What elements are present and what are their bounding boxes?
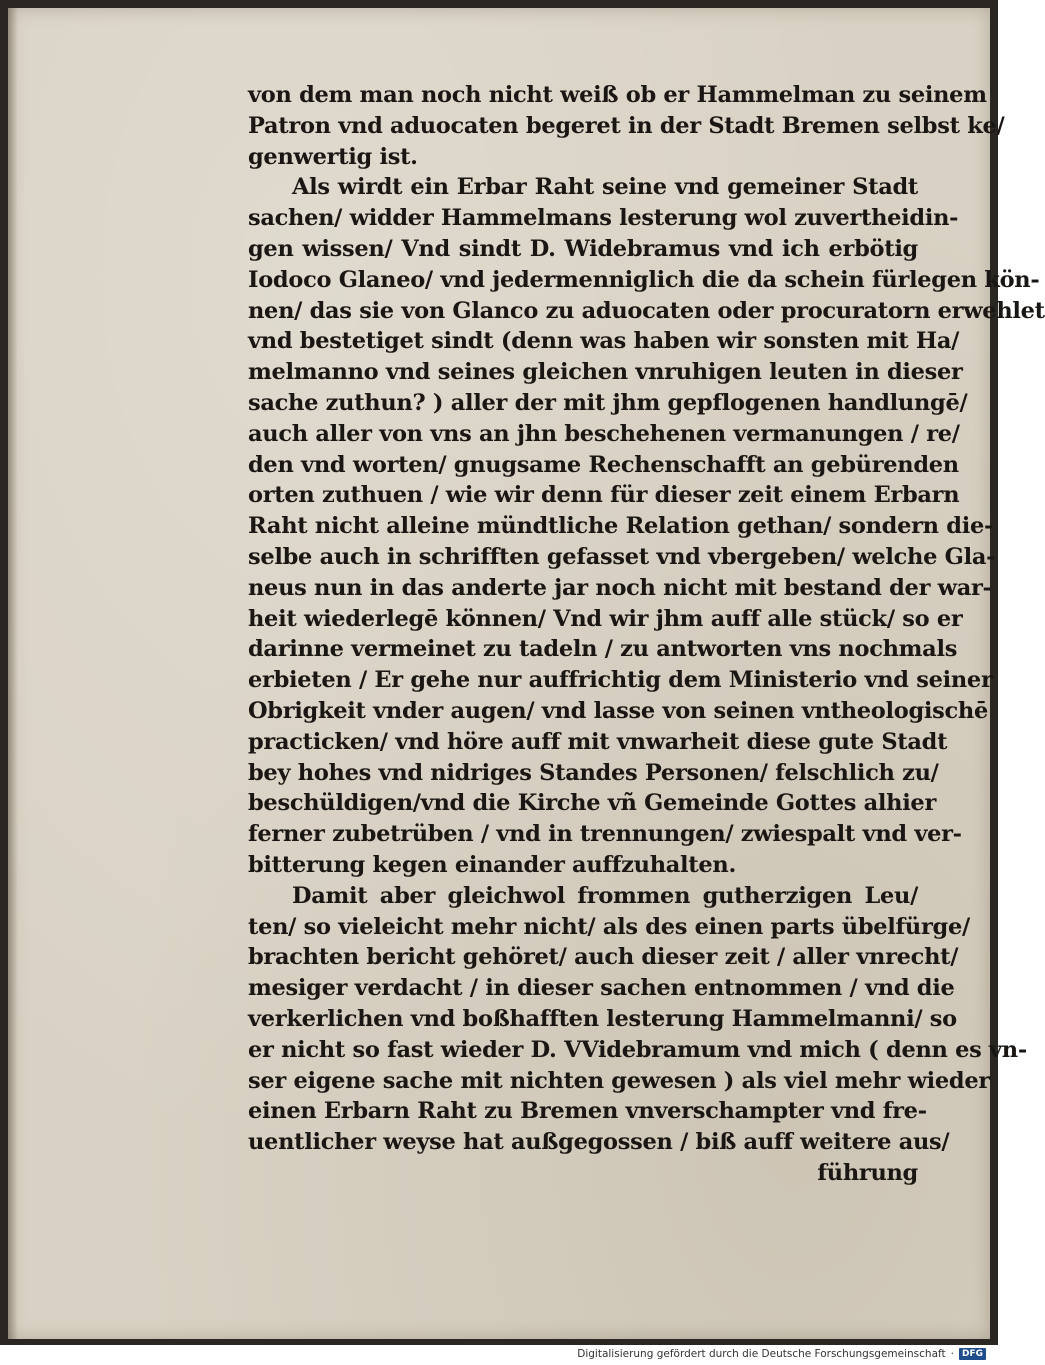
separator-dot: · bbox=[950, 1348, 954, 1360]
dfg-logo-icon[interactable]: DFG bbox=[959, 1348, 986, 1360]
scanned-page bbox=[8, 8, 1045, 1339]
text-line: sache zuthun? ) aller der mit jhm gepflogenen handlungē/ bbox=[248, 389, 968, 416]
text-line: verkerlichen vnd boßhafften lesterung Hammelmanni/ so bbox=[248, 1005, 957, 1032]
catchword: führung bbox=[817, 1159, 918, 1186]
text-line: Patron vnd aduocaten begeret in der Stadt Bremen selbst ke/ bbox=[248, 112, 1005, 139]
text-line: bitterung kegen einander auffzuhalten. bbox=[248, 851, 736, 878]
text-line: den vnd worten/ gnugsame Rechenschafft an gebürenden bbox=[248, 451, 959, 478]
text-line: uentlicher weyse hat außgegossen / biß auff weitere aus/ bbox=[248, 1129, 950, 1156]
text-line: ser eigene sache mit nichten gewesen ) als viel mehr wieder bbox=[248, 1067, 990, 1094]
text-line: brachten bericht gehöret/ auch dieser zeit / aller vnrecht/ bbox=[248, 944, 959, 971]
text-line: erbieten / Er gehe nur auffrichtig dem Ministerio vnd seiner bbox=[248, 667, 993, 694]
page-text-block bbox=[248, 80, 1045, 1189]
text-line: Iodoco Glaneo/ vnd jedermenniglich die da schein fürlegen kön- bbox=[248, 266, 1040, 293]
funding-footer bbox=[577, 1347, 986, 1361]
text-line: genwertig ist. bbox=[248, 143, 418, 170]
text-line: selbe auch in schrifften gefasset vnd vbergeben/ welche Gla- bbox=[248, 543, 996, 570]
page-binding-shadow bbox=[8, 8, 18, 1339]
text-line: von dem man noch nicht weiß ob er Hammelman zu seinem bbox=[248, 82, 987, 108]
text-line: Obrigkeit vnder augen/ vnd lasse von seinen vntheologischē bbox=[248, 697, 988, 724]
text-line: heit wiederlegē können/ Vnd wir jhm auff alle stück/ so er bbox=[248, 605, 963, 632]
text-line: auch aller von vns an jhn beschehenen vermanungen / re/ bbox=[248, 420, 960, 447]
text-line: vnd bestetiget sindt (denn was haben wir sonsten mit Ha/ bbox=[248, 328, 960, 355]
text-line: melmanno vnd seines gleichen vnruhigen leuten in dieser bbox=[248, 359, 963, 386]
funding-text: Digitalisierung gefördert durch die Deutsche Forschungsgemeinschaft bbox=[577, 1348, 946, 1360]
text-line: mesiger verdacht / in dieser sachen entnommen / vnd die bbox=[248, 975, 955, 1002]
text-line: sachen/ widder Hammelmans lesterung wol zuvertheidin- bbox=[248, 205, 959, 232]
text-line: neus nun in das anderte jar noch nicht mit bestand der war- bbox=[248, 574, 992, 601]
text-line: ferner zubetrüben / vnd in trennungen/ zwiespalt vnd ver- bbox=[248, 821, 962, 848]
text-line: Raht nicht alleine mündtliche Relation gethan/ sondern die- bbox=[248, 513, 993, 540]
text-line: practicken/ vnd höre auff mit vnwarheit diese gute Stadt bbox=[248, 728, 948, 755]
text-line: beschüldigen/vnd die Kirche vñ Gemeinde Gottes alhier bbox=[248, 790, 937, 817]
text-line: gen wissen/ Vnd sindt D. Widebramus vnd ich erbötig bbox=[248, 235, 918, 262]
text-line: Als wirdt ein Erbar Raht seine vnd gemeiner Stadt bbox=[292, 174, 918, 201]
text-line: Damit aber gleichwol frommen gutherzigen Leu/ bbox=[292, 882, 918, 909]
text-line: bey hohes vnd nidriges Standes Personen/ felschlich zu/ bbox=[248, 759, 939, 786]
text-line: ten/ so vieleicht mehr nicht/ als des einen parts übelfürge/ bbox=[248, 913, 970, 940]
text-line: nen/ das sie von Glanco zu aduocaten oder procuratorn erwehlet bbox=[248, 297, 1045, 324]
text-line: darinne vermeinet zu tadeln / zu antworten vns nochmals bbox=[248, 636, 958, 663]
text-line: er nicht so fast wieder D. VVidebramum vnd mich ( denn es vn- bbox=[248, 1036, 1027, 1063]
text-line: einen Erbarn Raht zu Bremen vnverschampter vnd fre- bbox=[248, 1098, 927, 1125]
text-line: orten zuthuen / wie wir denn für dieser zeit einem Erbarn bbox=[248, 482, 960, 509]
